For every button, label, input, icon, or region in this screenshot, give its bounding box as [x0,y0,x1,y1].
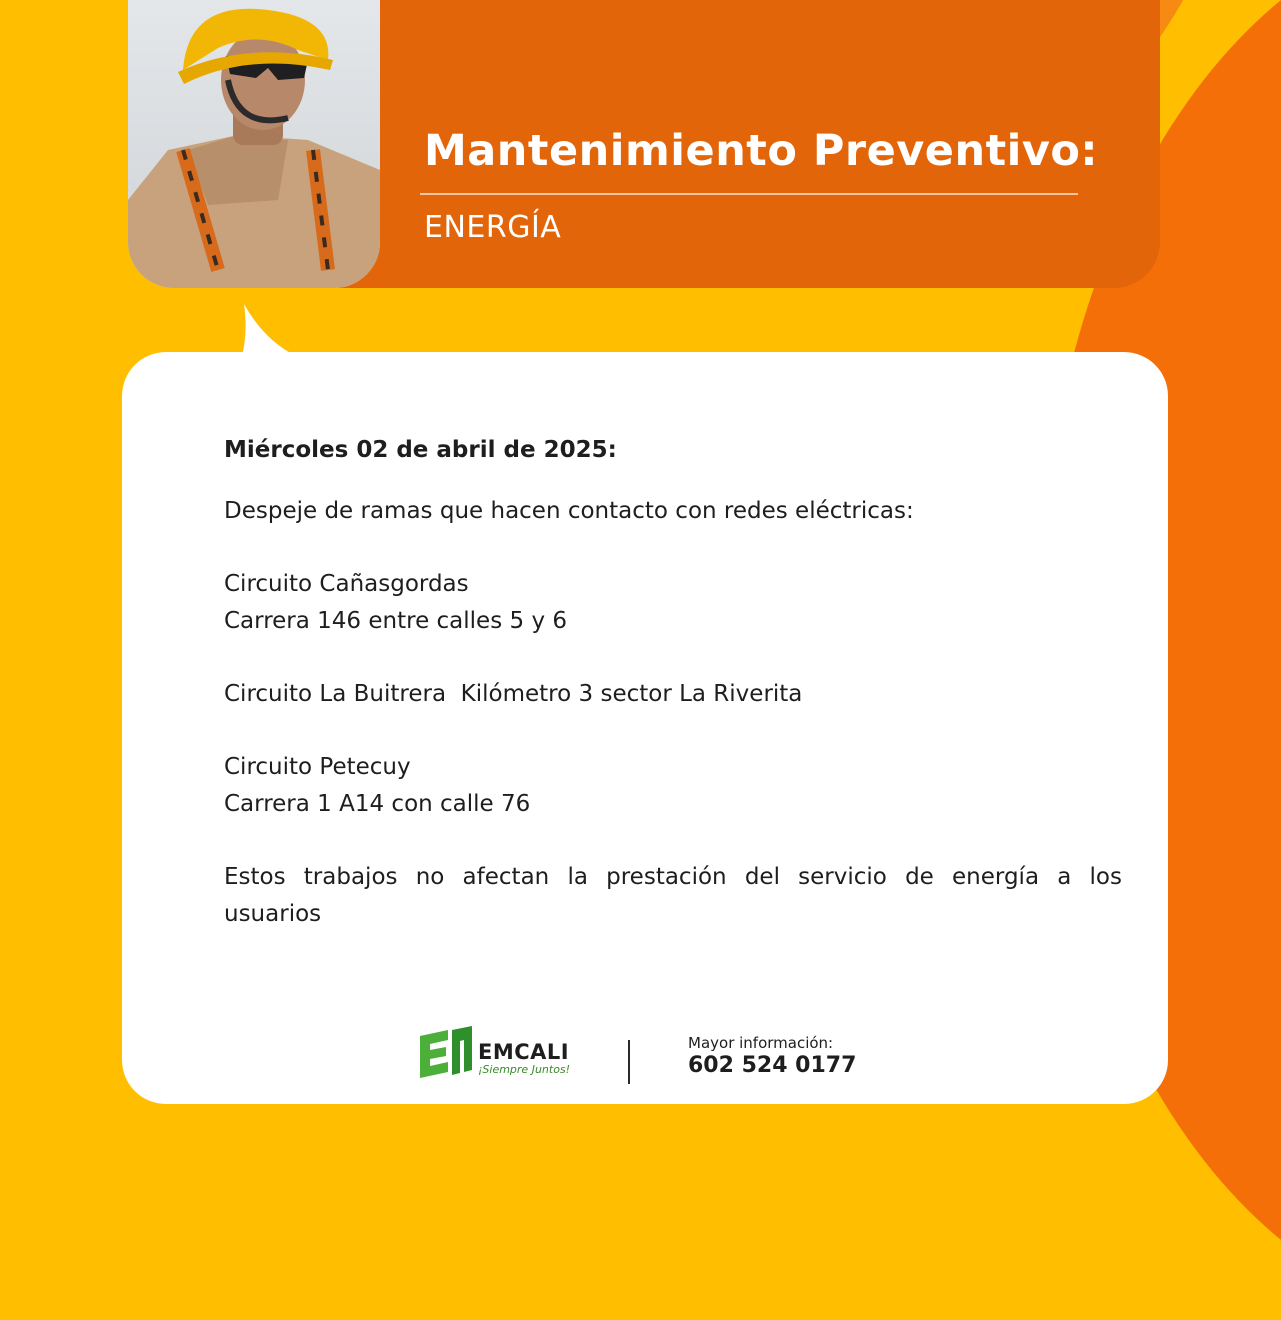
emcali-logo-icon [414,1026,476,1084]
circuit-3-location: Carrera 1 A14 con calle 76 [224,791,531,817]
circuit-1-name: Circuito Cañasgordas [224,571,469,597]
notice-footnote: Estos trabajos no afectan la prestación del servicio de energía a los usuarios [224,864,1122,927]
page-title: Mantenimiento Preventivo: [424,126,1099,176]
notice-content [224,432,1122,933]
circuit-1-location: Carrera 146 entre calles 5 y 6 [224,608,568,634]
title-divider [420,193,1078,195]
footer-divider [628,1040,630,1084]
brand-name: EMCALI [478,1040,570,1064]
notice-intro: Despeje de ramas que hacen contacto con redes eléctricas: [224,498,914,524]
info-phone-number: 602 524 0177 [688,1053,857,1078]
page-subtitle: ENERGÍA [424,210,562,245]
brand-tagline: ¡Siempre Juntos! [478,1063,571,1076]
notice-date: Miércoles 02 de abril de 2025: [224,437,617,463]
circuit-2-name: Circuito La Buitrera Kilómetro 3 sector La Riverita [224,681,803,707]
worker-photo [128,0,380,288]
info-label: Mayor información: [688,1034,834,1052]
circuit-3-name: Circuito Petecuy [224,754,411,780]
